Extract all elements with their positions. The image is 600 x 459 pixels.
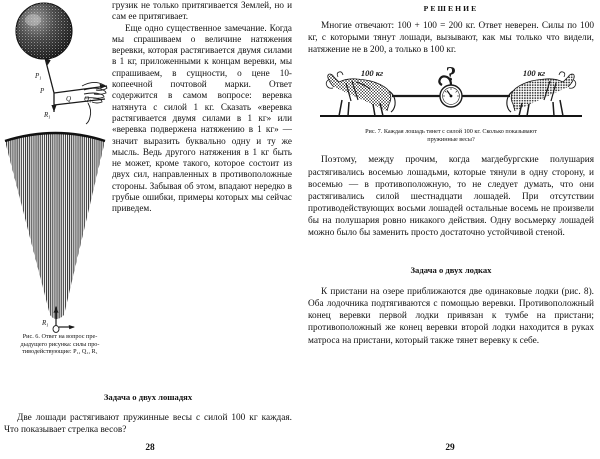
paragraph-two-boats-problem: К пристани на озере приближаются две одинаковые лодки (рис. 8). Оба лодочника подтягиваются с помощью веревки. Противоположный конец веревки первой лодки привязан к тумбе на пристани; противоположный же конец веревки второй лодки находится в руках матроса на пристани, который также тянет веревку к себе. <box>308 287 594 346</box>
figure-6-caption <box>4 333 116 356</box>
left-page-text-column <box>112 0 292 215</box>
paragraph-magdeburg-hemispheres: Поэтому, между прочим, когда магдебургские полушария растягивались восемью лошадьми, которые тянули в одну сторону, и восемью — в противоположную, то не следует думать, что они растягивались силой шестнадцати лошадей. При отсутствии противодействующих восьми лошадей остальные восемь не произвели бы на полушария ровно никакого действия. Одну восьмерку лошадей можно было бы заменить просто достаточно устойчивой стеной. <box>308 155 594 239</box>
wedge-label-r1: $R_1$ <box>42 319 49 328</box>
fig-6-vector-labels <box>34 72 91 120</box>
right-page-content <box>308 20 594 347</box>
hatched-wedge-illustration <box>4 122 108 334</box>
section-spacer <box>308 239 594 265</box>
horse-right-icon <box>507 72 576 116</box>
left-page-problem-section <box>4 392 292 436</box>
page-number-left: 28 <box>145 443 155 453</box>
page-number-right: 29 <box>445 443 455 453</box>
svg-text:P1: $P_1$ <box>35 72 42 81</box>
right-page <box>300 0 600 459</box>
figure-7-caption <box>308 128 594 143</box>
label-right-load: 100 кг <box>522 68 546 79</box>
fig6-caption-line-2: дыдущего рисунка: силы про- <box>20 340 100 348</box>
paragraph-rope-tension: Еще одно существенное замечание. Когда мы спрашиваем о величине натяжения веревки, которая растягивается двумя силами в 1 кг, приложенными к концам веревки, мы спрашиваем, в сущности, о цене 10-копеечной почтовой марки. Ответ содержится в самом вопросе: веревка натянута с силой 1 кг. Сказать «веревка растягивается двумя силами в 1 кг» или «веревка подвержена натяжению в 1 кг» — значит выразить буквально одну и ту же мысль. Ведь другого натяжения в 1 кг быть не может, кроме такого, которое состоит из двух сил, направленных в противоположные стороны. Забывая об этом, впадают нередко в грубые ошибки, примеры которых мы сейчас приведем. <box>112 22 292 214</box>
question-mark-label: ? <box>445 63 457 87</box>
label-left-load: 100 кг <box>360 68 384 79</box>
fig6-caption-line-3: тиводействующие: P₁, Q₁, R₁ <box>22 348 98 356</box>
fig7-caption-line-1: Рис. 7. Каждая лошадь тянет с силой 100 кг. Сколько показывают <box>365 128 537 136</box>
horse-left-icon <box>326 72 395 116</box>
running-head-solution: РЕШЕНИЕ <box>423 4 479 13</box>
fig-7-illustration <box>316 63 586 125</box>
fig6-caption-line-1: Рис. 6. Ответ на вопрос пре- <box>22 333 98 340</box>
force-vector-lines <box>45 58 107 112</box>
paragraph-solution-answer: Многие отвечают: 100 + 100 = 200 кг. Ответ неверен. Силы по 100 кг, с которыми тянут лошади, вызывают, как мы только что видели, натяжение не в 200, а только в 100 кг. <box>308 21 594 56</box>
svg-text:Q1: $Q_1$ <box>84 95 92 104</box>
svg-text:P: P <box>40 87 45 95</box>
paragraph-continuation: грузик не только притягивается Землей, но и сам ее притягивает. <box>112 0 292 22</box>
paragraph-two-horses-problem: Две лошади растягивают пружинные весы с силой 100 кг каждая. Что показывает стрелка весов? <box>4 413 292 435</box>
fig7-caption-line-2: пружинные весы? <box>427 135 475 143</box>
ball-weight-icon <box>16 3 72 59</box>
heading-two-boats-problem: Задача о двух лодках <box>410 265 492 276</box>
svg-text:Q: Q <box>66 95 72 103</box>
heading-two-horses-problem: Задача о двух лошадях <box>103 392 193 402</box>
left-page-upper-area <box>4 0 292 382</box>
svg-text:R1: $R_1$ <box>44 111 51 120</box>
